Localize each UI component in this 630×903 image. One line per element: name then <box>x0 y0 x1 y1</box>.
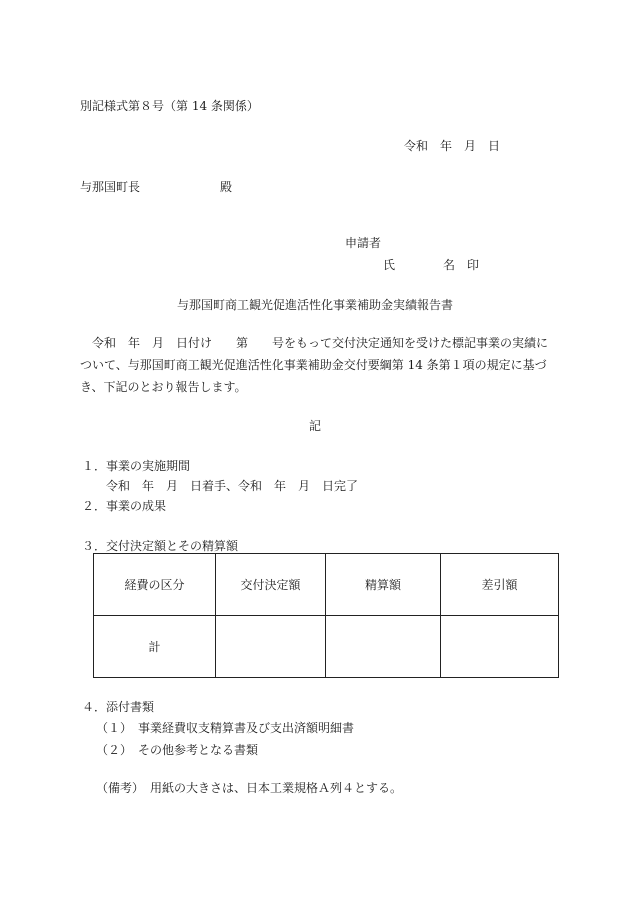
table-header-cell: 交付決定額 <box>216 554 326 616</box>
date-line: 令和 年 月 日 <box>404 139 501 153</box>
table-cell <box>441 616 559 678</box>
ki-heading: 記 <box>308 419 321 433</box>
section-3-title: ３．交付決定額とその精算額 <box>82 539 239 553</box>
table-header-cell: 精算額 <box>326 554 441 616</box>
applicant-label: 申請者 <box>345 236 382 250</box>
table-cell-total-label: 計 <box>94 616 216 678</box>
table-header-cell: 経費の区分 <box>94 554 216 616</box>
table-header-cell: 差引額 <box>441 554 559 616</box>
body-paragraph <box>80 332 555 398</box>
table-cell <box>326 616 441 678</box>
addressee: 与那国町長 <box>80 180 141 194</box>
attachment-item-2: （２） その他参考となる書類 <box>96 743 259 757</box>
applicant-name-line: 氏 名 印 <box>383 258 480 272</box>
section-1-title: １．事業の実施期間 <box>82 459 191 473</box>
section-4-title: ４．添付書類 <box>82 700 155 714</box>
section-2-title: ２．事業の成果 <box>82 499 167 513</box>
body-paragraph-text: 令和 年 月 日付け 第 号をもって交付決定通知を受けた標記事業の実績について、与那国町商工観光促進活性化事業補助金交付要綱第 14 条第１項の規定に基づき、下記のとおり報告します。 <box>80 336 549 394</box>
document-title: 与那国町商工観光促進活性化事業補助金実績報告書 <box>176 298 453 312</box>
section-1-detail: 令和 年 月 日着手、令和 年 月 日完了 <box>106 479 359 493</box>
attachment-item-1: （１） 事業経費収支精算書及び支出済額明細書 <box>96 721 355 735</box>
table-row <box>94 616 559 678</box>
budget-table <box>93 553 559 678</box>
table-cell <box>216 616 326 678</box>
table-header-row <box>94 554 559 616</box>
remarks-note: （備考） 用紙の大きさは、日本工業規格Ａ列４とする。 <box>96 781 403 795</box>
addressee-honorific: 殿 <box>220 180 233 194</box>
form-number: 別記様式第８号（第 14 条関係） <box>80 99 259 113</box>
